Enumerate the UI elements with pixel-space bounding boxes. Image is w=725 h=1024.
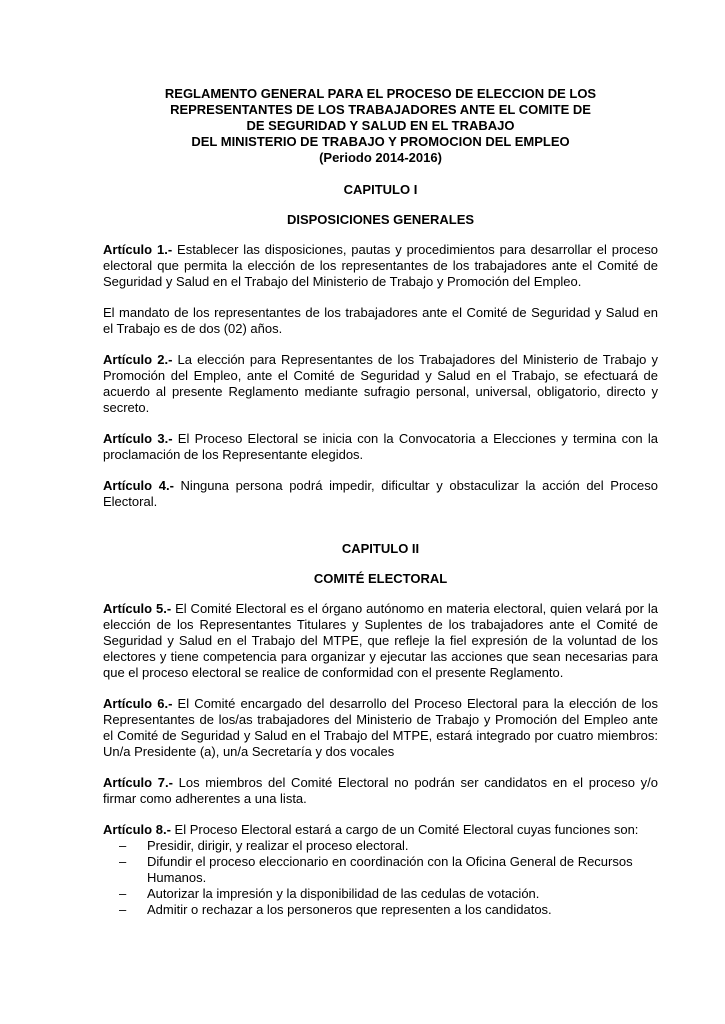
- article-8-label: Artículo 8.-: [103, 822, 171, 837]
- article-5-label: Artículo 5.-: [103, 601, 172, 616]
- bullet-dash: –: [119, 902, 127, 917]
- bullet-dash: –: [119, 854, 127, 869]
- title-line: REPRESENTANTES DE LOS TRABAJADORES ANTE EL COMITE DE: [170, 102, 591, 117]
- title-period: (Periodo 2014-2016): [319, 150, 442, 165]
- article-7-text: Los miembros del Comité Electoral no podrán ser candidatos en el proceso y/o firmar como adherentes a una lista.: [103, 775, 658, 806]
- article-3: [103, 431, 658, 463]
- article-3-text: El Proceso Electoral se inicia con la Convocatoria a Elecciones y termina con la proclamación de los Representante elegidos.: [103, 431, 658, 462]
- list-item: [119, 902, 658, 918]
- article-2-text: La elección para Representantes de los Trabajadores del Ministerio de Trabajo y Promoción del Empleo, ante el Comité de Seguridad y Salud en el Trabajo, se efectuará de acuerdo al presente Reglamento mediante sufragio personal, universal, obligatorio, directo y secreto.: [103, 352, 658, 415]
- article-1-label: Artículo 1.-: [103, 242, 173, 257]
- article-1-text: Establecer las disposiciones, pautas y procedimientos para desarrollar el proceso electoral que permita la elección de los representantes de los trabajadores ante el Comité de Seguridad y Salud en el Trabajo del Ministerio de Trabajo y Promoción del Empleo.: [103, 242, 658, 289]
- article-3-label: Artículo 3.-: [103, 431, 173, 446]
- article-4-text: Ninguna persona podrá impedir, dificultar y obstaculizar la acción del Proceso Electoral.: [103, 478, 658, 509]
- chapter-2-subheading: COMITÉ ELECTORAL: [313, 571, 448, 586]
- article-6-label: Artículo 6.-: [103, 696, 173, 711]
- article-5-text: El Comité Electoral es el órgano autónomo en materia electoral, quien velará por la elección de los Representantes Titulares y Suplentes de los trabajadores ante el Comité de Seguridad y Salud en el Trabajo del MTPE, que refleje la fiel expresión de la voluntad de los electores y tiene competencia para organizar y ejecutar las acciones que sean necesarias para que el proceso electoral se realice de conformidad con el presente Reglamento.: [103, 601, 658, 680]
- article-2-label: Artículo 2.-: [103, 352, 173, 367]
- document-body: [103, 86, 658, 918]
- list-item: [119, 854, 658, 886]
- chapter-1-subheading: DISPOSICIONES GENERALES: [286, 212, 475, 227]
- article-6: [103, 696, 658, 760]
- list-item: [119, 886, 658, 902]
- article-7: [103, 775, 658, 807]
- article-1: [103, 242, 658, 290]
- article-7-label: Artículo 7.-: [103, 775, 173, 790]
- bullet-dash: –: [119, 838, 127, 853]
- list-item-text: Autorizar la impresión y la disponibilidad de las cedulas de votación.: [147, 886, 540, 901]
- list-item-text: Difundir el proceso eleccionario en coordinación con la Oficina General de Recursos Humanos.: [147, 854, 633, 885]
- title-line: DEL MINISTERIO DE TRABAJO Y PROMOCION DEL EMPLEO: [191, 134, 570, 149]
- list-item-text: Presidir, dirigir, y realizar el proceso electoral.: [147, 838, 409, 853]
- mandate-paragraph: El mandato de los representantes de los trabajadores ante el Comité de Seguridad y Salud en el Trabajo es de dos (02) años.: [103, 305, 658, 336]
- article-8-text: El Proceso Electoral estará a cargo de un Comité Electoral cuyas funciones son:: [170, 822, 639, 837]
- bullet-dash: –: [119, 886, 127, 901]
- title-line: REGLAMENTO GENERAL PARA EL PROCESO DE ELECCION DE LOS: [164, 86, 597, 101]
- article-5: [103, 601, 658, 681]
- document-title: [103, 86, 658, 166]
- article-6-text: El Comité encargado del desarrollo del Proceso Electoral para la elección de los Representantes de los/as trabajadores del Ministerio de Trabajo y Promoción del Empleo ante el Comité de Seguridad y Salud en el Trabajo del MTPE, estará integrado por cuatro miembros: Un/a Presidente (a), un/a Secretaría y dos vocales: [103, 696, 658, 759]
- article-4-label: Artículo 4.-: [103, 478, 174, 493]
- chapter-1-heading: CAPITULO I: [343, 182, 418, 197]
- article-2: [103, 352, 658, 416]
- article-8: [103, 822, 658, 838]
- title-line: DE SEGURIDAD Y SALUD EN EL TRABAJO: [246, 118, 515, 133]
- chapter-2-heading: CAPITULO II: [341, 541, 420, 556]
- committee-functions-list: [103, 838, 658, 918]
- list-item-text: Admitir o rechazar a los personeros que representen a los candidatos.: [147, 902, 552, 917]
- list-item: [119, 838, 658, 854]
- article-4: [103, 478, 658, 510]
